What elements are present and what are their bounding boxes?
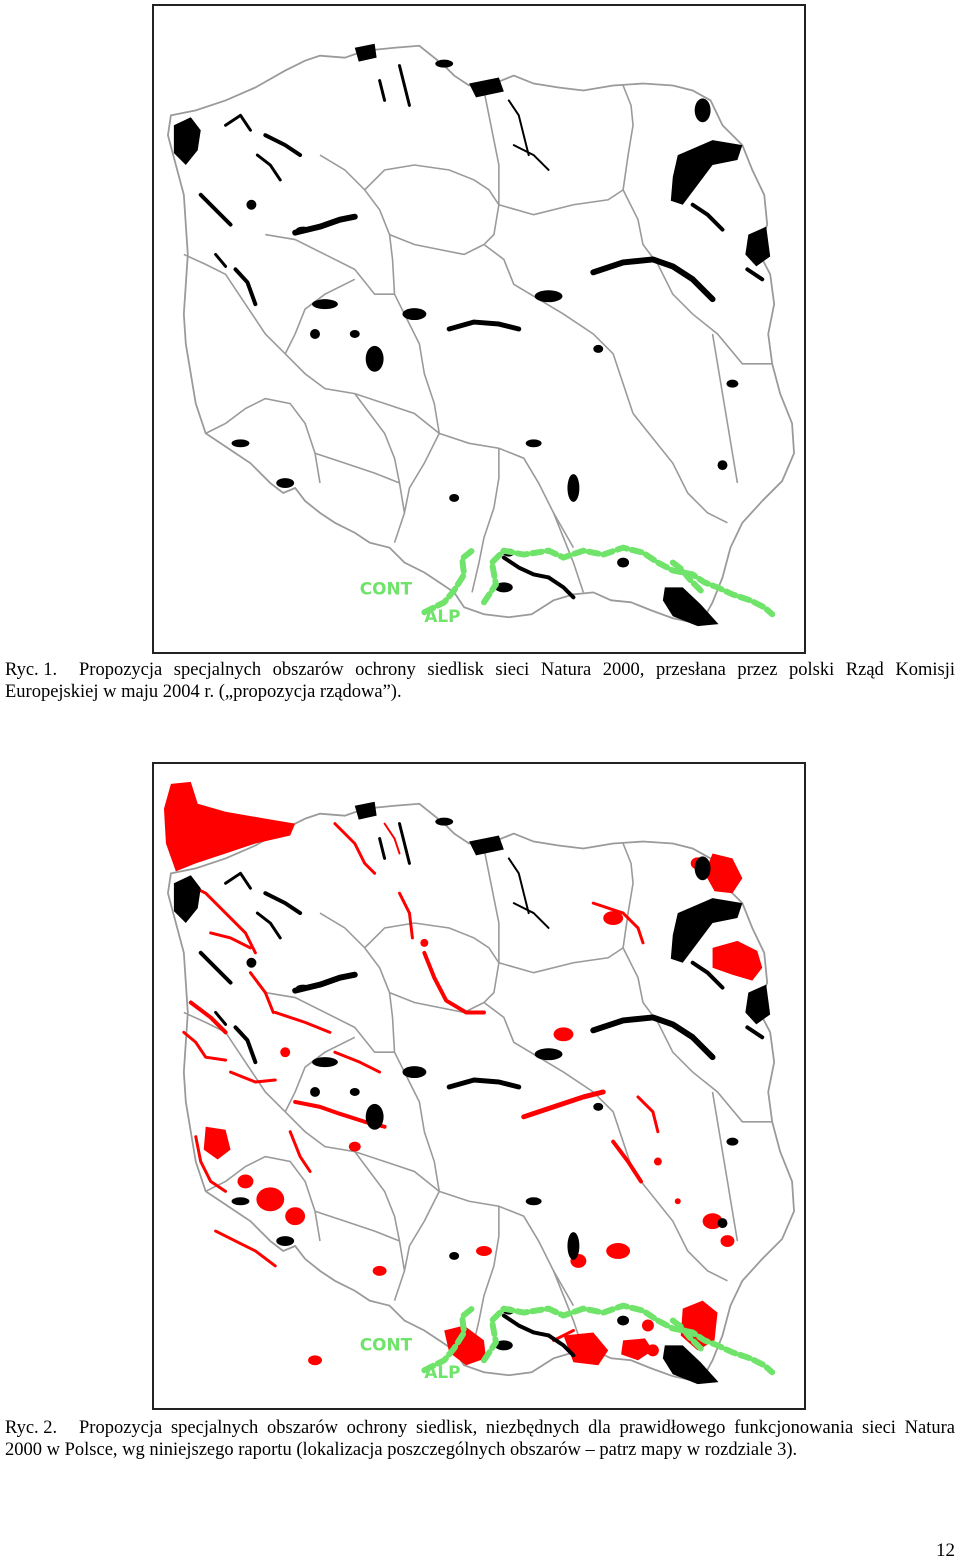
government-site [350, 330, 360, 338]
proposed-site [705, 853, 743, 893]
proposed-site [238, 1174, 254, 1188]
government-site [399, 824, 409, 864]
government-site [312, 299, 338, 309]
proposed-site [606, 1243, 630, 1259]
legend-alp: ALP [424, 606, 461, 627]
proposed-site [211, 933, 251, 948]
government-site [745, 985, 770, 1025]
government-site [726, 380, 738, 388]
region-border [633, 413, 727, 522]
proposed-site [308, 1355, 322, 1365]
region-border [484, 245, 633, 414]
region-border [365, 165, 499, 205]
region-border [439, 1191, 573, 1305]
proposed-site [713, 941, 763, 981]
proposed-site [524, 1092, 604, 1117]
government-site [549, 577, 574, 597]
government-site [695, 98, 711, 122]
region-border [355, 1152, 405, 1271]
legend-cont: CONT [359, 578, 413, 599]
region-border [320, 913, 484, 1012]
government-site [236, 1027, 256, 1062]
government-site [593, 1017, 712, 1057]
proposed-site [280, 1047, 290, 1057]
legend-cont: CONT [359, 1334, 413, 1355]
government-site [265, 135, 300, 155]
proposed-site [335, 1052, 380, 1072]
proposed-site [675, 1198, 681, 1204]
biogeographic-boundary-line [484, 1306, 772, 1373]
government-site [695, 856, 711, 880]
biogeographic-boundary-line [424, 551, 472, 613]
government-site [201, 953, 231, 983]
government-site [350, 1088, 360, 1096]
figure-caption-1 [5, 659, 955, 703]
map-figure-1 [152, 4, 806, 654]
government-site [201, 195, 231, 225]
government-site [265, 893, 300, 913]
proposed-site [275, 1012, 330, 1032]
figure-caption-text-2: Propozycja specjalnych obszarów ochrony siedlisk, niezbędnych dla prawidłowego funkcjonowania sieci Natura 2000 w Polsce, wg niniejszego raportu (lokalizacja poszczególnych obszarów – patrz mapy w rozdziale 3). [5, 1418, 955, 1460]
region-border [285, 279, 355, 354]
government-site [526, 439, 542, 447]
government-site [504, 558, 549, 578]
government-site [226, 115, 251, 130]
legend-alp: ALP [424, 1362, 461, 1383]
government-site [567, 1232, 579, 1260]
region-border [499, 190, 623, 215]
government-site [226, 873, 251, 888]
government-site [399, 66, 409, 106]
proposed-site [399, 893, 412, 938]
biogeographic-boundary [424, 548, 772, 615]
government-site [671, 140, 743, 205]
government-site [745, 227, 770, 267]
government-site [449, 494, 459, 502]
government-site [174, 117, 201, 165]
government-site [310, 329, 320, 339]
government-site [514, 145, 549, 170]
proposed-site [638, 1097, 658, 1132]
region-border [395, 1191, 440, 1300]
proposed-site [420, 939, 428, 947]
biogeographic-boundary-line [484, 548, 772, 615]
proposed-site [424, 953, 484, 1013]
government-site [355, 44, 377, 62]
region-border [623, 190, 772, 364]
government-site [295, 975, 355, 991]
region-border [265, 235, 394, 295]
page-number: 12 [936, 1540, 955, 1561]
map-figure-2 [152, 762, 806, 1410]
government-site [295, 217, 355, 233]
proposed-site [647, 1344, 659, 1356]
region-border [265, 993, 394, 1053]
region-border [315, 453, 399, 483]
government-site [449, 1080, 519, 1087]
region-border [484, 90, 499, 244]
government-site [276, 478, 294, 488]
region-border [206, 399, 320, 483]
government-site [469, 836, 504, 856]
government-site [718, 460, 728, 470]
region-border [320, 155, 484, 254]
government-site [246, 958, 256, 968]
figure-label-1: Ryc. 1. [5, 660, 58, 680]
country-outline [168, 804, 794, 1382]
government-site [593, 345, 603, 353]
government-site [246, 200, 256, 210]
government-site [232, 1197, 250, 1205]
government-sites [174, 44, 770, 626]
proposed-site [563, 1332, 608, 1365]
proposed-site [476, 1246, 492, 1256]
region-border [285, 1112, 439, 1192]
government-site [526, 1197, 542, 1205]
region-border [499, 948, 623, 973]
proposed-site [385, 824, 400, 854]
region-borders [168, 804, 794, 1382]
government-sites [174, 802, 770, 1384]
region-border [484, 1003, 633, 1172]
proposed-site [184, 1032, 226, 1060]
government-site [402, 308, 426, 320]
government-site [747, 1027, 762, 1037]
government-site [593, 1103, 603, 1111]
poland-map-2 [154, 764, 804, 1408]
government-site [617, 558, 629, 568]
region-border [285, 354, 439, 434]
region-border [623, 86, 633, 190]
government-site [257, 913, 280, 938]
government-site [747, 269, 762, 279]
government-site [366, 346, 384, 372]
proposed-site [642, 1320, 654, 1332]
government-site [567, 474, 579, 502]
proposed-site [349, 1142, 361, 1152]
proposed-site [285, 1207, 305, 1225]
proposed-site [554, 1027, 574, 1041]
government-site [535, 290, 563, 302]
region-borders [168, 46, 794, 627]
figure-caption-text-1: Propozycja specjalnych obszarów ochrony siedlisk sieci Natura 2000, przesłana przez polski Rząd Komisji Europejskiej w maju 2004 r. („propozycja rządowa”). [5, 660, 955, 702]
government-site [535, 1048, 563, 1060]
government-site [276, 1236, 294, 1246]
region-border [484, 848, 499, 1002]
region-border [390, 235, 440, 434]
government-site [435, 818, 453, 826]
government-site [435, 60, 453, 68]
government-site [402, 1066, 426, 1078]
government-site [693, 205, 723, 230]
government-site [718, 1218, 728, 1228]
government-site [726, 1138, 738, 1146]
government-site [380, 839, 385, 859]
region-border [395, 433, 440, 542]
country-outline [168, 46, 794, 627]
government-site [617, 1316, 629, 1326]
figure-label-2: Ryc. 2. [5, 1418, 58, 1438]
proposed-site [204, 1127, 231, 1160]
proposed-site [335, 824, 375, 874]
government-site [514, 903, 549, 928]
government-site [449, 1252, 459, 1260]
proposed-site [164, 782, 295, 871]
region-border [390, 993, 440, 1192]
government-site [174, 875, 201, 923]
region-border [439, 433, 573, 547]
proposed-site [373, 1266, 387, 1276]
government-site [312, 1057, 338, 1067]
proposed-site [256, 1187, 284, 1211]
figure-caption-2 [5, 1417, 955, 1461]
proposed-site [721, 1235, 735, 1247]
poland-map-1 [154, 6, 804, 652]
government-site [232, 439, 250, 447]
government-site [380, 81, 385, 101]
region-border [355, 394, 405, 513]
region-border [713, 334, 738, 483]
government-site [257, 155, 280, 180]
government-site [216, 254, 226, 266]
government-site [236, 269, 256, 304]
region-border [623, 844, 633, 948]
proposed-site [613, 1142, 641, 1182]
government-site [310, 1087, 320, 1097]
government-site [449, 322, 519, 329]
government-site [355, 802, 377, 820]
government-site [504, 1316, 549, 1336]
region-border [365, 923, 499, 963]
government-site [593, 259, 712, 299]
government-site [366, 1104, 384, 1130]
government-site [469, 78, 504, 98]
proposed-site [654, 1158, 662, 1166]
region-border [315, 1211, 399, 1241]
